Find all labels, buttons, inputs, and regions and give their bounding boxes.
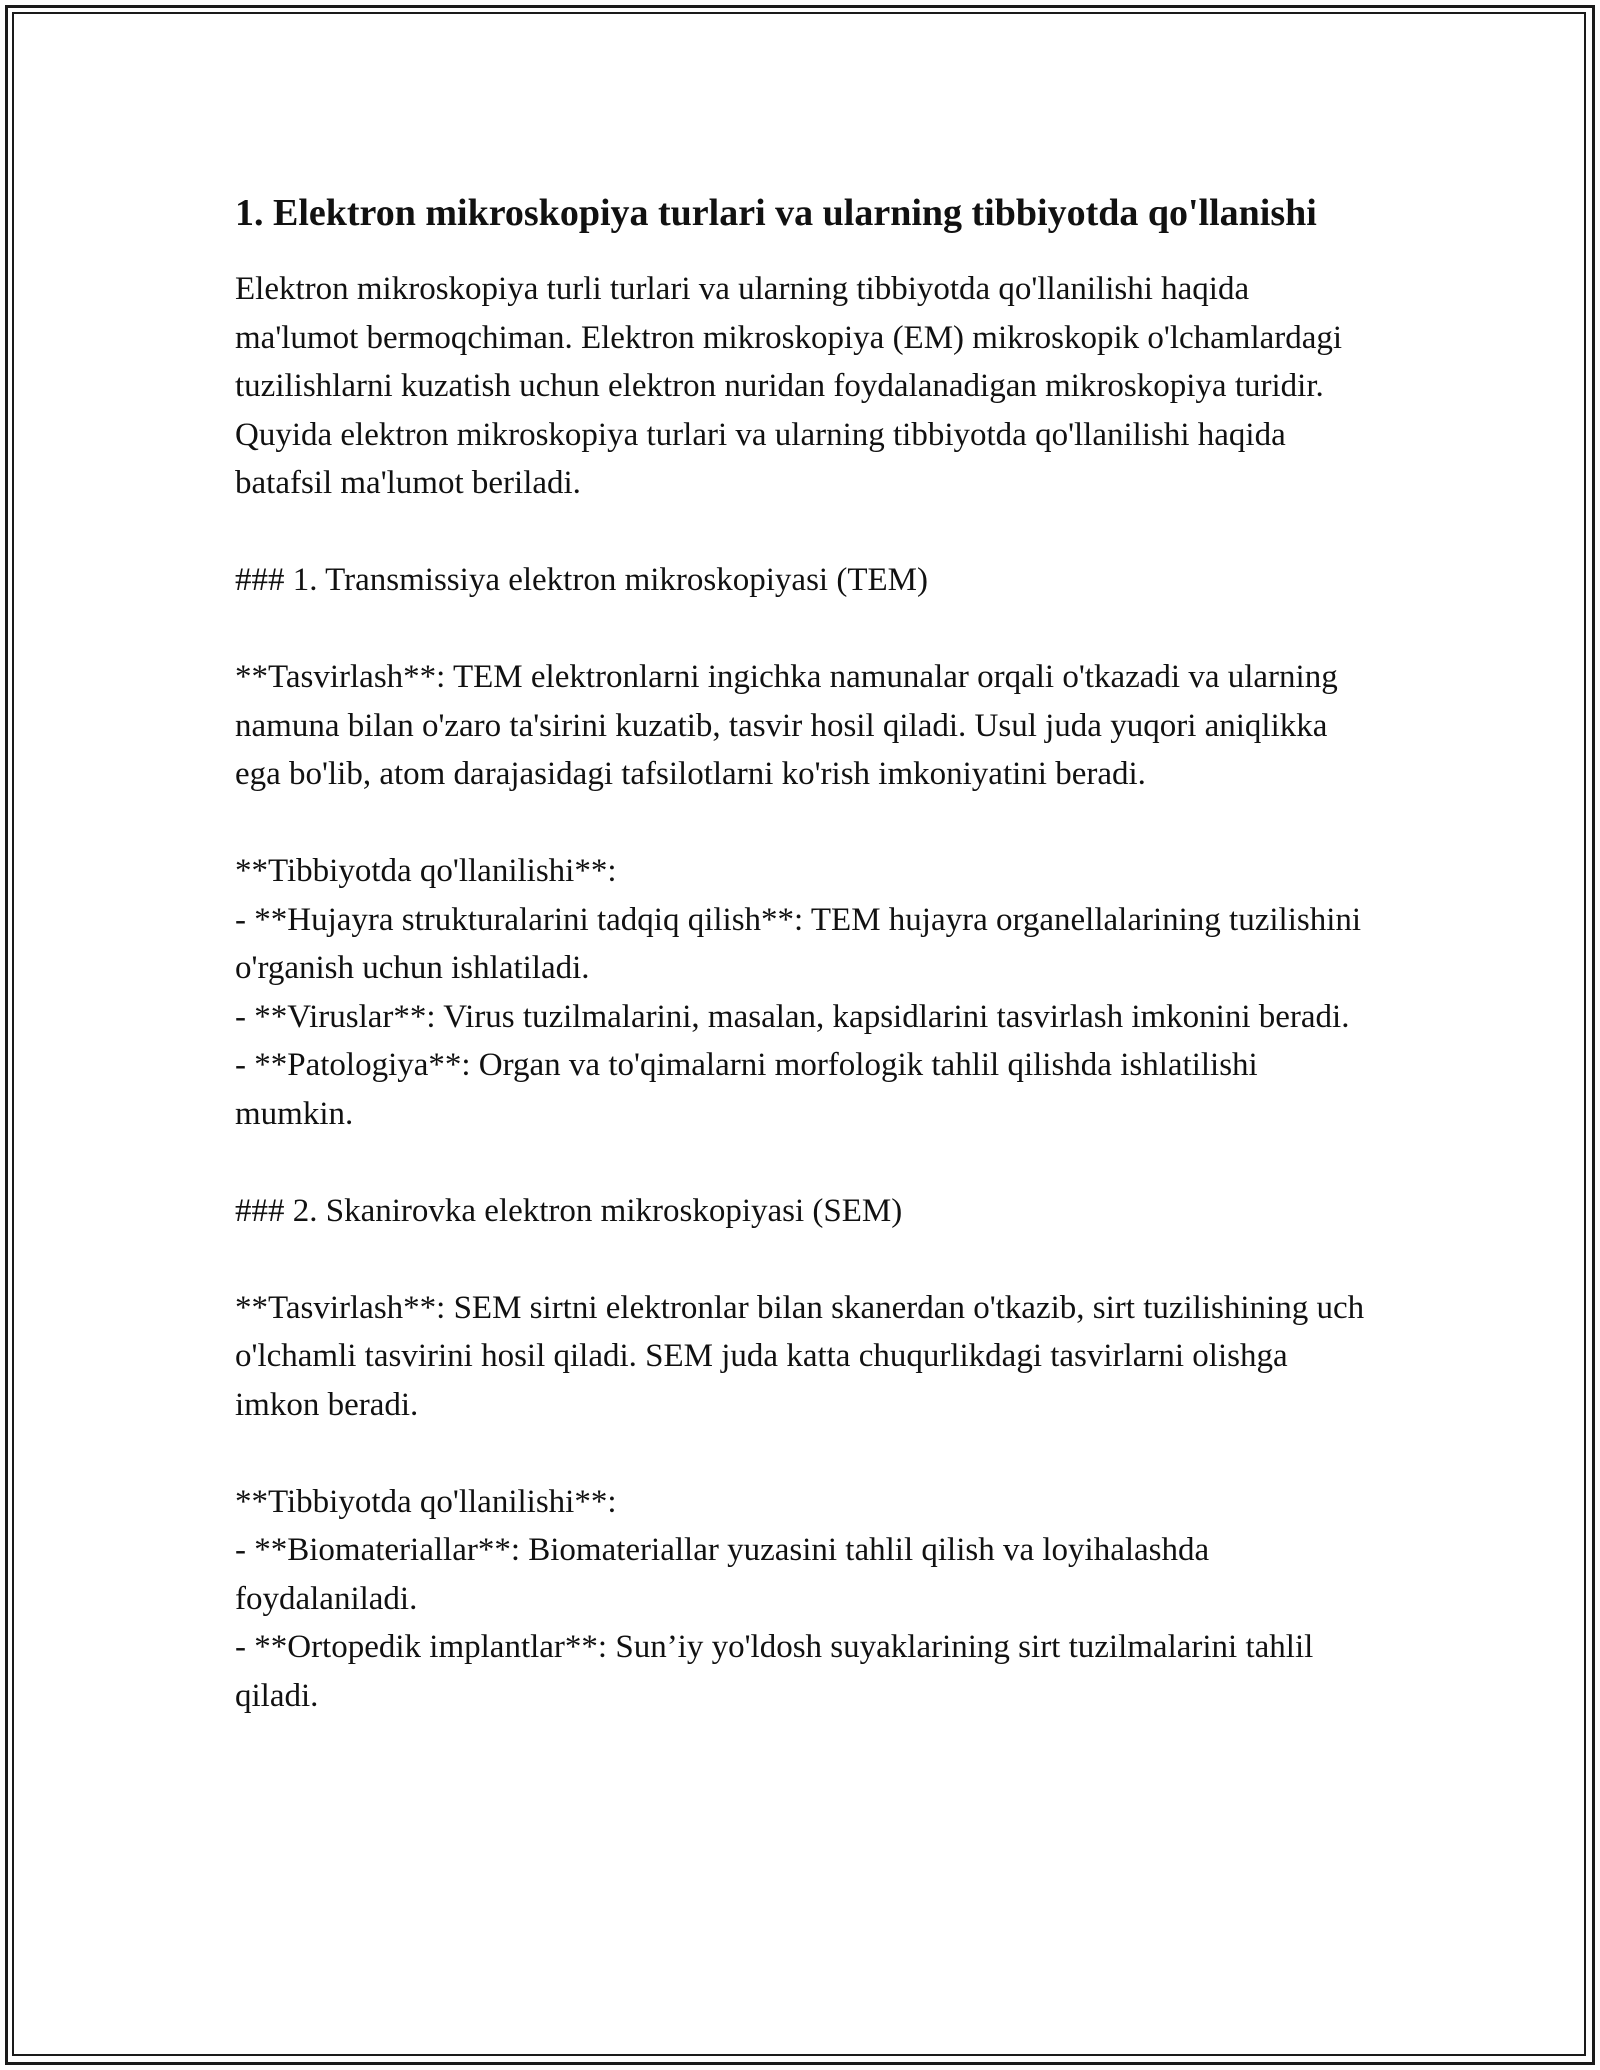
application-item: - **Biomateriallar**: Biomateriallar yuzasini tahlil qilish va loyihalashda foydalaniladi.	[235, 1532, 1210, 1617]
section-heading-tem: ### 1. Transmissiya elektron mikroskopiyasi (TEM)	[235, 562, 928, 598]
application-item: - **Patologiya**: Organ va to'qimalarni morfologik tahlil qilishda ishlatilishi mumkin.	[235, 1047, 1258, 1132]
section-description-tem: **Tasvirlash**: TEM elektronlarni ingichka namunalar orqali o'tkazadi va ularning namuna bilan o'zaro ta'sirini kuzatib, tasvir hosil qiladi. Usul juda yuqori aniqlikka ega bo'lib, atom darajasidagi tafsilotlarni ko'rish imkoniyatini beradi.	[235, 659, 1338, 792]
spacer	[235, 1138, 1375, 1187]
spacer	[235, 799, 1375, 848]
section-heading-sem: ### 2. Skanirovka elektron mikroskopiyasi (SEM)	[235, 1192, 903, 1229]
section-description-sem: **Tasvirlash**: SEM sirtni elektronlar bilan skanerdan o'tkazib, sirt tuzilishining uch o'lchamli tasvirini hosil qiladi. SEM juda katta chuqurlikdagi tasvirlarni olishga imkon beradi.	[235, 1289, 1365, 1423]
applications-heading-sem: **Tibbiyotda qo'llanilishi**:	[235, 1483, 617, 1520]
spacer	[235, 508, 1375, 557]
application-item: - **Hujayra strukturalarini tadqiq qilish**: TEM hujayra organellalarining tuzilishini o'rganish uchun ishlatiladi.	[235, 901, 1362, 986]
spacer	[235, 1429, 1375, 1478]
applications-heading-tem: **Tibbiyotda qo'llanilishi**:	[235, 853, 617, 889]
intro-paragraph: Elektron mikroskopiya turli turlari va ularning tibbiyotda qo'llanilishi haqida ma'lumot bermoqchiman. Elektron mikroskopiya (EM) mikroskopik o'lchamlardagi tuzilishlarni kuzatish uchun elektron nuridan foydalanadigan mikroskopiya turidir. Quyida elektron mikroskopiya turlari va ularning tibbiyotda qo'llanilishi haqida batafsil ma'lumot beriladi.	[235, 271, 1343, 501]
spacer	[235, 605, 1375, 654]
document-body	[235, 186, 1375, 1720]
application-item: - **Viruslar**: Virus tuzilmalarini, masalan, kapsidlarini tasvirlash imkonini beradi.	[235, 998, 1350, 1035]
spacer	[235, 1235, 1375, 1284]
document-title: 1. Elektron mikroskopiya turlari va ularning tibbiyotda qo'llanishi	[235, 192, 1317, 234]
application-item: - **Ortopedik implantlar**: Sun’iy yo'ldosh suyaklarining sirt tuzilmalarini tahlil qiladi.	[235, 1629, 1314, 1714]
